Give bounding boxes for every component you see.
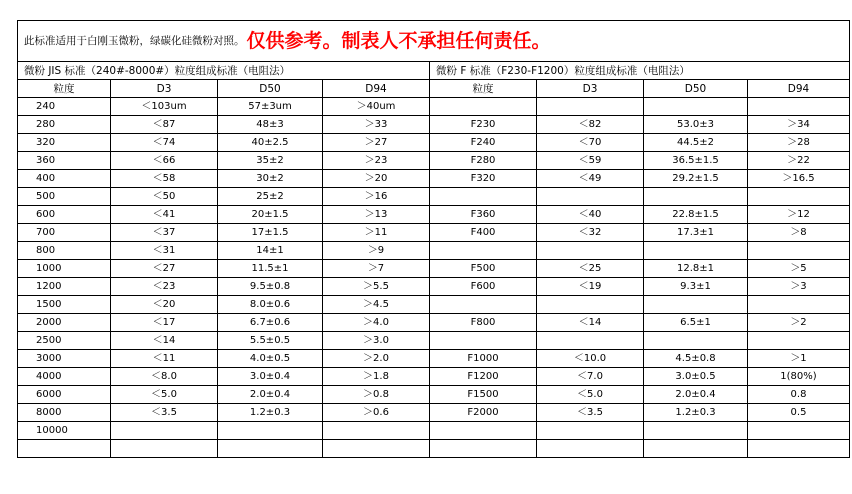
jis-cell-d94: ＞4.0 — [323, 314, 430, 332]
jis-cell-d3: ＜58 — [111, 170, 218, 188]
f-cell-d94: 0.8 — [748, 386, 850, 404]
f-cell-d3: ＜10.0 — [537, 350, 644, 368]
jis-cell-d50: 6.7±0.6 — [218, 314, 323, 332]
f-cell-d50 — [644, 98, 748, 116]
jis-cell-grit: 2500 — [18, 332, 111, 350]
jis-cell-grit — [18, 440, 111, 458]
f-cell-d50: 9.3±1 — [644, 278, 748, 296]
f-cell-d94: ＞12 — [748, 206, 850, 224]
jis-cell-d94: ＞0.6 — [323, 404, 430, 422]
f-cell-d50: 3.0±0.5 — [644, 368, 748, 386]
jis-cell-d3: ＜23 — [111, 278, 218, 296]
jis-cell-d50: 17±1.5 — [218, 224, 323, 242]
table-row — [18, 224, 850, 242]
f-cell-d94 — [748, 332, 850, 350]
jis-cell-grit: 240 — [18, 98, 111, 116]
jis-cell-d94: ＞23 — [323, 152, 430, 170]
f-cell-grit: F280 — [430, 152, 537, 170]
jis-cell-grit: 10000 — [18, 422, 111, 440]
f-cell-d94: ＞34 — [748, 116, 850, 134]
f-cell-grit — [430, 242, 537, 260]
jis-cell-d94: ＞5.5 — [323, 278, 430, 296]
table-row — [18, 422, 850, 440]
jis-cell-d94 — [323, 422, 430, 440]
jis-cell-d3: ＜8.0 — [111, 368, 218, 386]
f-cell-d3: ＜25 — [537, 260, 644, 278]
jis-cell-grit: 1500 — [18, 296, 111, 314]
f-cell-d94 — [748, 422, 850, 440]
f-cell-d94: ＞2 — [748, 314, 850, 332]
jis-cell-d3: ＜87 — [111, 116, 218, 134]
f-cell-grit: F500 — [430, 260, 537, 278]
f-cell-d50: 1.2±0.3 — [644, 404, 748, 422]
f-cell-d94 — [748, 242, 850, 260]
f-cell-d94: ＞1 — [748, 350, 850, 368]
jis-cell-grit: 1000 — [18, 260, 111, 278]
table-row — [18, 278, 850, 296]
f-cell-d50 — [644, 422, 748, 440]
f-cell-d3: ＜14 — [537, 314, 644, 332]
f-cell-d94 — [748, 188, 850, 206]
f-cell-d94: 1(80%) — [748, 368, 850, 386]
f-cell-d3: ＜59 — [537, 152, 644, 170]
jis-cell-d50: 20±1.5 — [218, 206, 323, 224]
jis-cell-grit: 4000 — [18, 368, 111, 386]
jis-cell-d50: 2.0±0.4 — [218, 386, 323, 404]
f-cell-grit: F1500 — [430, 386, 537, 404]
f-cell-grit — [430, 440, 537, 458]
jis-cell-grit: 600 — [18, 206, 111, 224]
applicability-note: 此标准适用于白刚玉微粉，绿碳化硅微粉对照。 — [24, 35, 245, 47]
f-cell-d3: ＜19 — [537, 278, 644, 296]
f-cell-d3 — [537, 440, 644, 458]
jis-cell-d50: 35±2 — [218, 152, 323, 170]
f-cell-d50: 44.5±2 — [644, 134, 748, 152]
jis-cell-d50: 9.5±0.8 — [218, 278, 323, 296]
jis-cell-d94: ＞4.5 — [323, 296, 430, 314]
f-cell-d3: ＜7.0 — [537, 368, 644, 386]
jis-cell-d50: 48±3 — [218, 116, 323, 134]
f-cell-d3 — [537, 296, 644, 314]
jis-cell-d50: 4.0±0.5 — [218, 350, 323, 368]
f-cell-d94 — [748, 440, 850, 458]
disclaimer-warning: 仅供参考。制表人不承担任何责任。 — [246, 30, 551, 52]
jis-cell-d3: ＜37 — [111, 224, 218, 242]
f-header-d50: D50 — [644, 80, 748, 98]
f-cell-d50: 12.8±1 — [644, 260, 748, 278]
f-cell-d50: 36.5±1.5 — [644, 152, 748, 170]
jis-cell-d94: ＞13 — [323, 206, 430, 224]
jis-cell-grit: 8000 — [18, 404, 111, 422]
f-cell-d94 — [748, 98, 850, 116]
jis-cell-d3: ＜50 — [111, 188, 218, 206]
jis-cell-d3: ＜74 — [111, 134, 218, 152]
f-cell-grit: F1000 — [430, 350, 537, 368]
f-cell-d3: ＜70 — [537, 134, 644, 152]
f-cell-d3 — [537, 422, 644, 440]
table-row — [18, 368, 850, 386]
table-row — [18, 170, 850, 188]
f-cell-d3 — [537, 332, 644, 350]
jis-cell-d94: ＞3.0 — [323, 332, 430, 350]
jis-cell-d3: ＜66 — [111, 152, 218, 170]
f-cell-d50 — [644, 188, 748, 206]
table-row — [18, 116, 850, 134]
jis-cell-d94: ＞1.8 — [323, 368, 430, 386]
table-row — [18, 332, 850, 350]
jis-cell-grit: 400 — [18, 170, 111, 188]
f-cell-d50: 6.5±1 — [644, 314, 748, 332]
grit-standard-table-container — [17, 20, 849, 458]
jis-cell-d50: 1.2±0.3 — [218, 404, 323, 422]
jis-cell-d94: ＞33 — [323, 116, 430, 134]
jis-cell-d50 — [218, 440, 323, 458]
jis-header-d3: D3 — [111, 80, 218, 98]
f-cell-grit: F1200 — [430, 368, 537, 386]
jis-cell-d94: ＞16 — [323, 188, 430, 206]
jis-cell-d3: ＜31 — [111, 242, 218, 260]
f-cell-d50 — [644, 440, 748, 458]
f-cell-d94: ＞16.5 — [748, 170, 850, 188]
f-cell-d50 — [644, 332, 748, 350]
jis-cell-d50: 11.5±1 — [218, 260, 323, 278]
jis-cell-d3: ＜20 — [111, 296, 218, 314]
jis-cell-d94: ＞9 — [323, 242, 430, 260]
column-header-row — [18, 80, 850, 98]
table-row — [18, 206, 850, 224]
jis-header-d94: D94 — [323, 80, 430, 98]
section-title-row — [18, 62, 850, 80]
f-cell-grit: F240 — [430, 134, 537, 152]
f-cell-grit: F2000 — [430, 404, 537, 422]
f-cell-d3: ＜82 — [537, 116, 644, 134]
table-row — [18, 314, 850, 332]
f-cell-grit: F360 — [430, 206, 537, 224]
f-cell-d3 — [537, 188, 644, 206]
f-cell-grit — [430, 296, 537, 314]
jis-cell-d50: 14±1 — [218, 242, 323, 260]
jis-cell-d3 — [111, 422, 218, 440]
jis-cell-d3: ＜14 — [111, 332, 218, 350]
jis-cell-d94: ＞7 — [323, 260, 430, 278]
jis-cell-d94: ＞2.0 — [323, 350, 430, 368]
jis-cell-d3: ＜27 — [111, 260, 218, 278]
f-cell-d94: 0.5 — [748, 404, 850, 422]
jis-cell-d50: 3.0±0.4 — [218, 368, 323, 386]
table-row — [18, 98, 850, 116]
f-cell-grit: F800 — [430, 314, 537, 332]
jis-cell-d94: ＞20 — [323, 170, 430, 188]
jis-cell-d50: 8.0±0.6 — [218, 296, 323, 314]
f-cell-d50: 2.0±0.4 — [644, 386, 748, 404]
f-cell-d50: 17.3±1 — [644, 224, 748, 242]
f-cell-d3: ＜3.5 — [537, 404, 644, 422]
f-cell-grit — [430, 332, 537, 350]
f-header-d94: D94 — [748, 80, 850, 98]
jis-cell-grit: 6000 — [18, 386, 111, 404]
note-cell — [18, 21, 850, 62]
jis-header-grit: 粒度 — [18, 80, 111, 98]
table-row — [18, 188, 850, 206]
table-row — [18, 350, 850, 368]
grit-standard-table — [17, 20, 850, 458]
f-header-d3: D3 — [537, 80, 644, 98]
jis-cell-d3: ＜41 — [111, 206, 218, 224]
f-cell-d50 — [644, 242, 748, 260]
f-cell-grit: F230 — [430, 116, 537, 134]
f-cell-d50 — [644, 296, 748, 314]
f-cell-d3: ＜40 — [537, 206, 644, 224]
jis-cell-d50: 25±2 — [218, 188, 323, 206]
table-row — [18, 134, 850, 152]
jis-cell-grit: 3000 — [18, 350, 111, 368]
jis-header-d50: D50 — [218, 80, 323, 98]
jis-cell-d94 — [323, 440, 430, 458]
jis-cell-d3: ＜5.0 — [111, 386, 218, 404]
jis-cell-grit: 320 — [18, 134, 111, 152]
f-cell-grit: F320 — [430, 170, 537, 188]
f-cell-d3: ＜49 — [537, 170, 644, 188]
note-row — [18, 21, 850, 62]
jis-cell-grit: 500 — [18, 188, 111, 206]
jis-cell-d94: ＞40um — [323, 98, 430, 116]
table-row — [18, 440, 850, 458]
jis-cell-grit: 700 — [18, 224, 111, 242]
jis-cell-d50: 5.5±0.5 — [218, 332, 323, 350]
f-cell-d50: 4.5±0.8 — [644, 350, 748, 368]
jis-cell-d3: ＜11 — [111, 350, 218, 368]
f-cell-grit — [430, 422, 537, 440]
jis-cell-d94: ＞0.8 — [323, 386, 430, 404]
f-cell-d94 — [748, 296, 850, 314]
jis-cell-d94: ＞11 — [323, 224, 430, 242]
jis-cell-grit: 360 — [18, 152, 111, 170]
jis-cell-grit: 2000 — [18, 314, 111, 332]
jis-cell-d3: ＜103um — [111, 98, 218, 116]
jis-cell-d50: 40±2.5 — [218, 134, 323, 152]
f-cell-d3: ＜5.0 — [537, 386, 644, 404]
table-row — [18, 386, 850, 404]
f-cell-d3 — [537, 242, 644, 260]
f-cell-d3 — [537, 98, 644, 116]
jis-cell-d50: 57±3um — [218, 98, 323, 116]
jis-cell-d50 — [218, 422, 323, 440]
table-row — [18, 296, 850, 314]
f-cell-grit — [430, 188, 537, 206]
jis-cell-d3: ＜3.5 — [111, 404, 218, 422]
f-cell-grit: F400 — [430, 224, 537, 242]
table-row — [18, 260, 850, 278]
table-row — [18, 242, 850, 260]
table-row — [18, 152, 850, 170]
jis-cell-grit: 1200 — [18, 278, 111, 296]
f-cell-grit: F600 — [430, 278, 537, 296]
f-cell-d50: 53.0±3 — [644, 116, 748, 134]
f-cell-d94: ＞3 — [748, 278, 850, 296]
f-cell-d94: ＞8 — [748, 224, 850, 242]
f-cell-d3: ＜32 — [537, 224, 644, 242]
f-cell-grit — [430, 98, 537, 116]
jis-cell-grit: 280 — [18, 116, 111, 134]
jis-cell-d50: 30±2 — [218, 170, 323, 188]
jis-cell-d3: ＜17 — [111, 314, 218, 332]
f-cell-d94: ＞28 — [748, 134, 850, 152]
f-section-title: 微粉 F 标准（F230-F1200）粒度组成标准（电阻法） — [430, 62, 850, 80]
jis-cell-grit: 800 — [18, 242, 111, 260]
jis-cell-d94: ＞27 — [323, 134, 430, 152]
f-cell-d94: ＞5 — [748, 260, 850, 278]
jis-section-title: 微粉 JIS 标准（240#-8000#）粒度组成标准（电阻法） — [18, 62, 430, 80]
table-row — [18, 404, 850, 422]
f-cell-d94: ＞22 — [748, 152, 850, 170]
f-header-grit: 粒度 — [430, 80, 537, 98]
jis-cell-d3 — [111, 440, 218, 458]
f-cell-d50: 29.2±1.5 — [644, 170, 748, 188]
f-cell-d50: 22.8±1.5 — [644, 206, 748, 224]
